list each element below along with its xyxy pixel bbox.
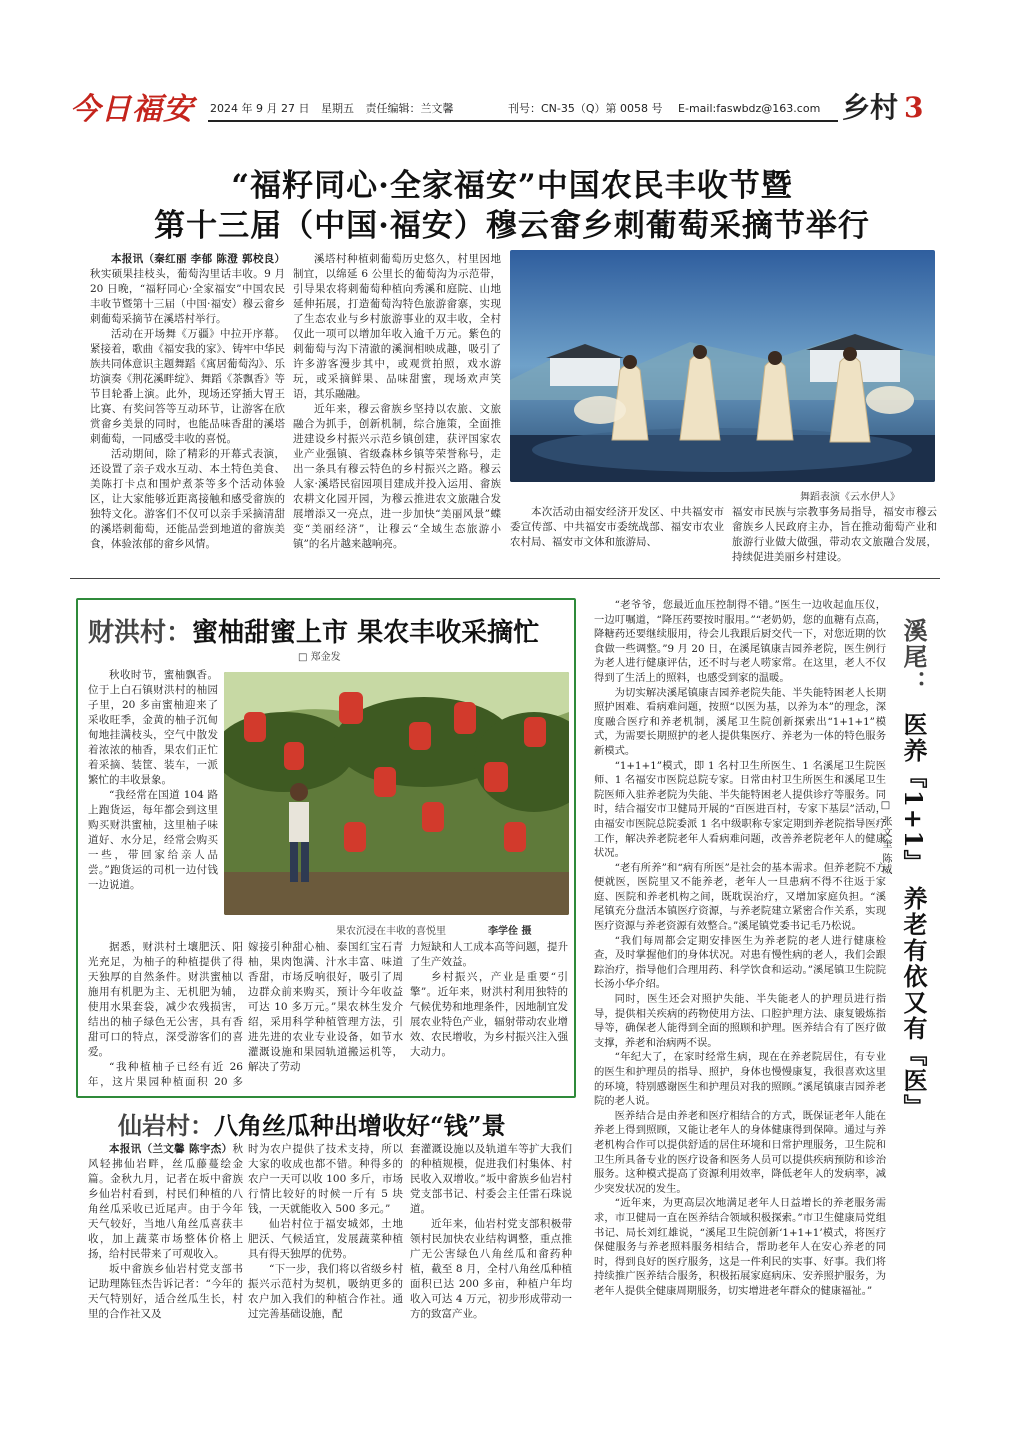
elder-paragraph: “老有所养”和“病有所医”是社会的基本需求。但养老院不方便就医，医院里又不能养老，老年人一旦患病不得不往返于家庭、医院和养老机构之间，既耽误治疗，又增加家庭负担。“溪尾镇充分盘活本镇医疗资源，与养老院建立紧密合作关系，实现医疗资源与养老资源有效整合。”溪尾镇党委书记毛乃松说。 — [594, 861, 886, 933]
luffa-column-1 — [88, 1142, 243, 1342]
elder-paragraph: “近年来，为更高层次地满足老年人日益增长的养老服务需求，市卫健局一直在医养结合领域积极探索。”市卫生健康局党组书记、局长刘红雄说，“溪尾卫生院创新‘1+1+1’模式，将医疗保健服务与养老照料服务相结合，帮助老年人在安心养老的同时，得到良好的医疗服务，这是一件利民的实事、好事。我们将持续推广医养结合服务，积极拓展家庭病床、安养照护服务，为老年人提供全健康周期服务，切实增进老年群众的健康福祉。” — [594, 1197, 886, 1297]
luffa-paragraph: 仙岩村位于福安城郊，土地肥沃、气候适宜，发展蔬菜种植具有得天独厚的优势。 — [248, 1218, 403, 1260]
pomelo-title-main: 蜜柚甜蜜上市 果农丰收采摘忙 — [192, 618, 540, 648]
pomelo-column-1 — [88, 668, 218, 938]
masthead-meta — [210, 100, 461, 116]
main-article-column-4 — [732, 505, 937, 567]
newspaper-logo: 今日福安 — [70, 92, 194, 127]
elder-paragraph: “1+1+1”模式，即 1 名村卫生所医生、1 名溪尾卫生院医师、1 名福安市医院总院专家。日常由村卫生所医生和溪尾卫生院医师入驻养老院为失能、半失能特困老人提供诊疗等服务。同时，结合福安市卫健局开展的“百医进百村，专家下基层”活动，由福安市医院总院委派 1 名中级职称专家定期到养老院指导医疗工作，解决养老院老年人看病难问题，改善养老院老年人的健康状况。 — [594, 759, 886, 860]
luffa-paragraph: 秋风轻拂仙岩畔，丝瓜藤蔓绘金篇。金秋九月，记者在坂中畲族乡仙岩村看到，村民们种植的八角丝瓜采收已近尾声。由于今年天气较好，当地八角丝瓜喜获丰收，加上蔬菜市场整体价格上扬，给村民带来了可观收入。 — [88, 1143, 243, 1260]
luffa-paragraph: 近年来，仙岩村党支部积极带领村民加快农业结构调整，重点推广无公害绿色八角丝瓜和畲药种植，截至 8 月，全村八角丝瓜种植面积已达 200 多亩，种植户年均收入可达 4 万元，初步形成带动一方的致富产业。 — [410, 1218, 572, 1320]
elder-paragraph: “老爷爷，您最近血压控制得不错。”医生一边收起血压仪，一边叮嘱道，“降压药要按时服用。”“老奶奶，您的血糖有点高，降糖药还要继续服用，待会儿我跟后厨交代一下，对您近期的饮食做一些调整。”9 月 20 日，在溪尾镇康吉园养老院，医生例行为老人进行健康评估，还不时与老人唠家常。在这里，老人不仅得到了生活上的照料，也感受到家的温暖。 — [594, 599, 886, 684]
issue-date: 2024 年 9 月 27 日 — [210, 102, 310, 115]
luffa-title-prefix: 仙岩村： — [118, 1111, 214, 1140]
contact-email: E-mail:faswbdz@163.com — [678, 102, 821, 115]
pomelo-paragraph: “我经常在国道 104 路上跑货运，每年都会到这里购买财洪蜜柚，这里柚子味道好、水分足，经常会购买一些，带回家给亲人品尝。”跑货运的司机一边付钱一边说道。 — [88, 789, 218, 891]
pomelo-paragraph: “我种植柚子已经有近 26 年，这片果园种植面积 20 多 — [88, 1061, 243, 1088]
main-paragraph: 溪塔村种植刺葡萄历史悠久，村里因地制宜，以绵延 6 公里长的葡萄沟为示范带，引导果农将刺葡萄种植向秀溪和庭院、山地延伸拓展，打造葡萄沟特色旅游畲寨，实现了生态农业与乡村旅游事业的双丰收，全村仅此一项可以增加年收入逾千万元。紫色的刺葡萄与沟下清澈的溪涧相映成趣，吸引了许多游客漫步其中，或观赏拍照，戏水游玩，或采摘鲜果、品味甜蜜，现场欢声笑语，其乐融融。 — [293, 253, 501, 400]
elder-paragraph: 为切实解决溪尾镇康吉园养老院失能、半失能特困老人长期照护困难、看病难问题，按照“以医为基，以养为本”的理念，深度融合医疗和养老机制，溪尾卫生院创新探索出“1+1+1”模式，为需要长期照护的老人提供集医疗、养老为一体的特色服务新模式。 — [594, 686, 886, 757]
main-article-column-3 — [510, 505, 724, 567]
elder-vertical-title-main: 医养『1+1』 养老有依又有『医』 — [899, 712, 928, 1120]
elder-author: □ 张文奎 陈威 — [880, 800, 891, 876]
main-article-byline: 本报讯（秦红丽 李郁 陈澄 郭校良） — [111, 253, 285, 265]
pomelo-paragraph: 乡村振兴，产业是重要“引擎”。近年来，财洪村利用独特的气候优势和地理条件，因地制宜发展农业特色产业，辐射带动农业增效、农民增收，为乡村振兴注入强大动力。 — [410, 971, 568, 1058]
pomelo-paragraph: 秋收时节，蜜柚飘香。位于上白石镇财洪村的柚园子里，20 多亩蜜柚迎来了采收旺季，金黄的柚子沉甸甸地挂满枝头，空气中散发着浓浓的柚香，果农们正忙着采摘、装筐、装车，一派繁忙的丰收景象。 — [88, 669, 218, 786]
elder-paragraph: 医养结合是由养老和医疗相结合的方式，既保证老年人能在养老上得到照顾，又能让老年人的身体健康得到保障。通过与养老机构合作可以提供舒适的居住环境和日常护理服务，卫生院和卫生所具备专业的医疗设备和医务人员可以提供疾病预防和诊治服务。这种模式提高了资源利用效率，降低老年人的发病率，减少突发状况的发生。 — [594, 1109, 886, 1195]
elder-paragraph: “我们每周都会定期安排医生为养老院的老人进行健康检查，及时掌握他们的身体状况。对患有慢性病的老人，我们会跟踪治疗，指导他们合理用药、科学饮食和运动。”溪尾镇卫生院院长汤小华介绍。 — [594, 934, 886, 991]
luffa-column-3 — [410, 1142, 572, 1342]
luffa-paragraph: “下一步，我们将以省级乡村振兴示范村为契机，吸纳更多的农户加入我们的种植合作社。通过完善基础设施，配 — [248, 1263, 403, 1320]
pomelo-column-2 — [248, 940, 403, 1090]
elder-paragraph: “年纪大了，在家时经常生病，现在在养老院居住，有专业的医生和护理员的指导、照护，身体也慢慢康复，我很喜欢这里的环境，特别感谢医生和护理员对我的照顾。”溪尾镇康吉园养老院的老人说。 — [594, 1051, 886, 1108]
main-paragraph: 秋实硕果挂枝头，葡萄沟里话丰收。9 月 20 日晚，“福籽同心·全家福安”中国农民丰收节暨第十三届（中国·福安）穆云畲乡刺葡萄采摘节在溪塔村举行。 — [90, 268, 285, 325]
pomelo-column-1b — [88, 940, 243, 1090]
elder-paragraph: 同时，医生还会对照护失能、半失能老人的护理员进行指导，提供相关疾病的药物使用方法、口腔护理方法、康复锻炼指导等，确保老人能得到全面的照顾和护理。医养结合有了医疗做支撑，养老和治病两不误。 — [594, 993, 886, 1049]
pomelo-article-title — [88, 612, 539, 649]
pomelo-photo-caption: 果农沉浸在丰收的喜悦里 — [336, 926, 446, 937]
page-number: 3 — [904, 91, 924, 124]
luffa-paragraph: 时为农户提供了技术支持，所以大家的收成也都不错。种得多的农户一天可以收 100 多斤，市场行情比较好的时候一斤有 5 块钱，一天就能收入 500 多元。” — [248, 1143, 403, 1215]
main-paragraph: 活动期间，除了精彩的开幕式表演，还设置了亲子戏水互动、本土特色美食、美陈打卡点和围炉煮茶等多个活动体验区，让大家能够近距离接触和感受畲族的独特文化。游客们不仅可以亲手采摘清甜的溪塔刺葡萄，还能品尝到地道的畲族美食，体验浓郁的畲乡风情。 — [90, 448, 285, 550]
pomelo-title-prefix: 财洪村： — [88, 618, 193, 648]
main-paragraph: 活动在开场舞《万疆》中拉开序幕。紧接着，歌曲《福安我的家》、铸牢中华民族共同体意识主题舞蹈《寓居葡萄沟》、乐坊演奏《荆花溪畔绽》、舞蹈《茶飘香》等节目轮番上演。此外，现场还穿插大胃王比赛、有奖问答等互动环节，让游客在欣赏畲乡美景的同时，也能品味香甜的溪塔刺葡萄，一同感受丰收的喜悦。 — [90, 328, 285, 445]
pomelo-column-3 — [410, 940, 568, 1090]
main-article-column-2 — [293, 252, 501, 582]
section-divider — [70, 578, 940, 579]
editor-credit: 责任编辑：兰文馨 — [365, 102, 454, 115]
pomelo-photo-credit: 李学佺 摄 — [488, 926, 532, 937]
masthead-publication-info — [508, 100, 832, 116]
pomelo-photo-illustration — [224, 672, 569, 915]
elder-care-body — [594, 598, 886, 1350]
issue-weekday: 星期五 — [320, 102, 354, 115]
dance-photo-caption: 舞蹈表演《云水伊人》 — [800, 492, 900, 503]
pomelo-paragraph: 嫁接引种甜心柚、泰国红宝石青柚，果肉饱满、汁水丰富、味道香甜，市场反响很好，吸引了周边群众前来购买，预计今年收益可达 10 多万元。”果农林生发介绍，采用科学种植管理方法，引进先进的农业专业设备，如节水灌溉设施和果园轨道搬运机等，解决了劳动 — [248, 941, 403, 1073]
luffa-column-2 — [248, 1142, 403, 1342]
luffa-byline: 本报讯（兰文馨 陈宇杰） — [109, 1143, 233, 1155]
luffa-title-main: 八角丝瓜种出增收好“钱”景 — [214, 1111, 506, 1140]
elder-vertical-title-prefix: 溪尾： — [899, 618, 928, 696]
section-label — [842, 86, 924, 126]
luffa-article-title — [118, 1106, 506, 1141]
pomelo-paragraph: 力短缺和人工成本高等问题，提升了生产效益。 — [410, 941, 568, 968]
main-paragraph: 福安市民族与宗教事务局指导，福安市穆云畲族乡人民政府主办，旨在推动葡萄产业和旅游行业做大做强，带动农文旅融合发展，持续促进美丽乡村建设。 — [732, 506, 937, 563]
pomelo-author: □ 郑金发 — [298, 652, 341, 663]
main-paragraph: 近年来，穆云畲族乡坚持以农旅、文旅融合为抓手，创新机制，综合施策，全面推进建设乡村振兴示范乡镇创建，获评国家农业产业强镇、省级森林乡镇等荣誉称号，走出一条具有穆云特色的乡村振兴之路。穆云人家·溪塔民宿园项目建成并投入运用、畲族农耕文化园开园，为穆云推进农文旅融合发展增添又一亮点，进一步加快“美丽风景”蝶变“美丽经济”，让穆云“全域生态旅游小镇”的名片越来越响亮。 — [293, 403, 501, 550]
luffa-paragraph: 坂中畲族乡仙岩村党支部书记助理陈钰杰告诉记者：“今年的天气特别好，适合丝瓜生长，村里的合作社又及 — [88, 1263, 243, 1320]
luffa-paragraph: 套灌溉设施以及轨道车等扩大我们的种植规模，促进我们村集体、村民收入双增收。”坂中畲族乡仙岩村党支部书记、村委会主任雷石珠说道。 — [410, 1143, 572, 1215]
pomelo-harvest-photo — [224, 672, 569, 915]
section-name: 乡村 — [842, 91, 899, 124]
pomelo-paragraph: 据悉，财洪村土壤肥沃、阳光充足，为柚子的种植提供了得天独厚的自然条件。财洪蜜柚以施用有机肥为主、无机肥为辅，使用水果套袋，减少农残损害，结出的柚子绿色无公害，具有香甜可口的特点，深受游客们的喜爱。 — [88, 941, 243, 1058]
main-paragraph: 本次活动由福安经济开发区、中共福安市委宣传部、中共福安市委统战部、福安市农业农村局、福安市文体和旅游局、 — [510, 506, 724, 548]
main-headline-line1: “福籽同心·全家福安”中国农民丰收节暨 — [231, 168, 793, 204]
masthead-rule — [208, 120, 838, 122]
dance-photo-illustration — [510, 250, 935, 482]
issue-number: 刊号：CN-35（Q）第 0058 号 — [508, 102, 663, 115]
masthead — [70, 84, 940, 130]
dance-performance-photo — [510, 250, 935, 482]
main-headline-line2: 第十三届（中国·福安）穆云畲乡刺葡萄采摘节举行 — [154, 208, 870, 244]
main-article-column-1 — [90, 252, 285, 582]
